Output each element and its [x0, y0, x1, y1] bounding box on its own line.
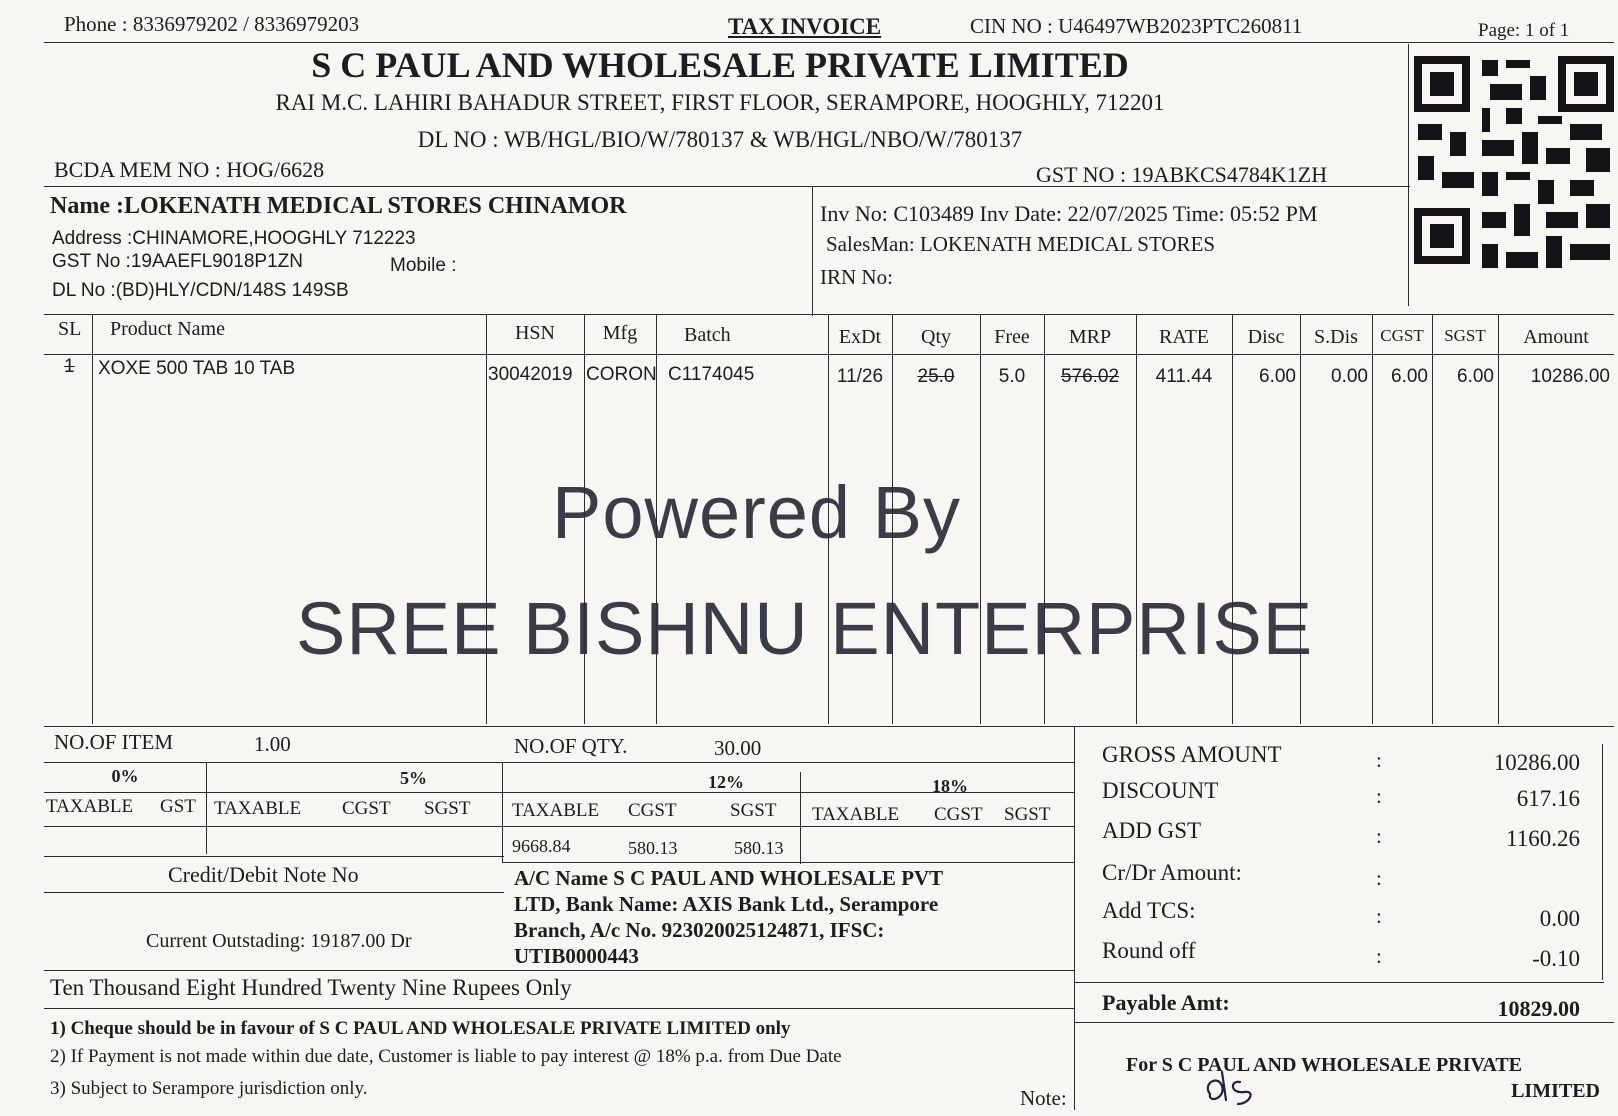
total-label: GROSS AMOUNT — [1102, 742, 1282, 767]
col-header-mrp: MRP — [1068, 326, 1112, 348]
irn-number: IRN No: — [820, 265, 893, 289]
total-value: 617.16 — [1516, 786, 1580, 811]
page-number: Page: 1 of 1 — [1478, 20, 1570, 41]
handwritten-signature — [1200, 1064, 1270, 1108]
cell-sgst: 6.00 — [1457, 366, 1494, 387]
slab-12-sgst: SGST — [730, 800, 777, 821]
slab-18-taxable: TAXABLE — [812, 804, 900, 825]
customer-dl: DL No :(BD)HLY/CDN/148S 149SB — [52, 280, 349, 301]
col-header-cgst: CGST — [1380, 326, 1424, 345]
bcda-number: BCDA MEM NO : HOG/6628 — [54, 157, 325, 182]
slab-12-taxable-value: 9668.84 — [512, 836, 571, 856]
col-header-sl: SL — [58, 318, 82, 340]
term-2: 2) If Payment is not made within due date, Customer is liable to pay interest @ 18% p.a. from Due Date — [50, 1046, 842, 1067]
customer-mobile: Mobile : — [390, 255, 457, 276]
col-header-product: Product Name — [110, 318, 225, 340]
col-header-batch: Batch — [684, 324, 731, 346]
cell-disc: 6.00 — [1259, 366, 1296, 387]
credit-debit-label: Credit/Debit Note No — [168, 862, 359, 887]
company-gst: GST NO : 19ABKCS4784K1ZH — [1036, 162, 1328, 187]
total-value: 0.00 — [1539, 906, 1580, 931]
slab-18-sgst: SGST — [1004, 804, 1051, 825]
company-address: RAI M.C. LAHIRI BAHADUR STREET, FIRST FLOOR, SERAMPORE, HOOGHLY, 712201 — [275, 90, 1165, 115]
slab-0-taxable: TAXABLE — [46, 796, 134, 817]
signature-for-line-1: For S C PAUL AND WHOLESALE PRIVATE — [1126, 1054, 1523, 1076]
bank-line-4: UTIB0000443 — [514, 944, 639, 968]
bank-line-3: Branch, A/c No. 923020025124871, IFSC: — [514, 918, 885, 942]
total-label: Cr/Dr Amount: — [1102, 860, 1242, 885]
total-colon: : — [1376, 748, 1382, 772]
col-header-rate: RATE — [1159, 326, 1209, 348]
customer-gst: GST No :19AAEFL9018P1ZN — [52, 251, 303, 272]
cell-exdt: 11/26 — [836, 366, 884, 387]
slab-12-title: 12% — [708, 772, 744, 792]
bank-line-2: LTD, Bank Name: AXIS Bank Ltd., Serampore — [514, 892, 939, 916]
total-colon: : — [1376, 944, 1382, 968]
cell-rate: 411.44 — [1155, 366, 1213, 387]
slab-5-title: 5% — [400, 768, 427, 788]
cell-batch: C1174045 — [668, 364, 755, 385]
cell-free: 5.0 — [998, 366, 1026, 387]
slab-18-title: 18% — [932, 776, 968, 796]
cell-amount: 10286.00 — [1530, 366, 1610, 387]
total-label: Round off — [1102, 938, 1196, 963]
cell-sdis: 0.00 — [1331, 366, 1368, 387]
total-colon: : — [1376, 824, 1382, 848]
total-label: ADD GST — [1102, 818, 1202, 843]
total-colon: : — [1376, 904, 1382, 928]
cell-qty: 25.0 — [917, 366, 955, 387]
amount-in-words: Ten Thousand Eight Hundred Twenty Nine Rupees Only — [50, 975, 572, 1000]
bank-line-1: A/C Name S C PAUL AND WHOLESALE PVT — [514, 866, 944, 890]
slab-5-taxable: TAXABLE — [214, 798, 302, 819]
customer-name: Name :LOKENATH MEDICAL STORES CHINAMOR — [50, 193, 627, 219]
current-outstanding: Current Outstading: 19187.00 Dr — [146, 930, 412, 952]
cell-mfg: CORON — [586, 364, 657, 385]
salesman: SalesMan: LOKENATH MEDICAL STORES — [826, 232, 1216, 256]
col-header-amount: Amount — [1523, 326, 1589, 348]
customer-address: Address :CHINAMORE,HOOGHLY 712223 — [52, 228, 416, 249]
payable-value: 10829.00 — [1497, 996, 1580, 1021]
col-header-sdis: S.Dis — [1314, 326, 1358, 348]
signature-for-line-2: LIMITED — [1511, 1080, 1600, 1102]
col-header-sgst: SGST — [1444, 326, 1486, 345]
company-dl: DL NO : WB/HGL/BIO/W/780137 & WB/HGL/NBO/W/780137 — [417, 127, 1023, 152]
term-1: 1) Cheque should be in favour of S C PAUL AND WHOLESALE PRIVATE LIMITED only — [50, 1018, 791, 1039]
no-of-qty-label: NO.OF QTY. — [514, 734, 628, 758]
col-header-free: Free — [994, 326, 1030, 348]
slab-12-taxable: TAXABLE — [512, 800, 600, 821]
phone-numbers: Phone : 8336979202 / 8336979203 — [64, 12, 360, 36]
cell-hsn: 30042019 — [488, 364, 573, 385]
col-header-disc: Disc — [1247, 326, 1285, 348]
total-label: DISCOUNT — [1102, 778, 1219, 803]
slab-12-cgst: CGST — [628, 800, 677, 821]
watermark-powered-by: Powered By — [552, 471, 961, 554]
total-label: Add TCS: — [1102, 898, 1196, 923]
col-header-exdt: ExDt — [838, 326, 882, 348]
watermark-enterprise: SREE BISHNU ENTERPRISE — [296, 587, 1314, 670]
cin-number: CIN NO : U46497WB2023PTC260811 — [970, 14, 1303, 38]
slab-5-sgst: SGST — [424, 798, 471, 819]
cell-product: XOXE 500 TAB 10 TAB — [98, 358, 296, 379]
term-3: 3) Subject to Serampore jurisdiction only. — [50, 1078, 368, 1099]
slab-18-cgst: CGST — [934, 804, 983, 825]
col-header-hsn: HSN — [514, 322, 555, 344]
col-header-mfg: Mfg — [602, 322, 638, 344]
doc-title: TAX INVOICE — [728, 14, 882, 39]
qr-code — [1410, 52, 1618, 284]
payable-label: Payable Amt: — [1102, 990, 1230, 1015]
cell-sl: 1 — [64, 356, 75, 377]
total-colon: : — [1376, 784, 1382, 808]
cell-mrp: 576.02 — [1060, 366, 1120, 387]
total-value: 1160.26 — [1506, 826, 1580, 851]
slab-0-gst: GST — [160, 796, 196, 817]
note-label: Note: — [1020, 1086, 1067, 1110]
col-header-qty: Qty — [921, 326, 951, 348]
total-value: -0.10 — [1532, 946, 1580, 971]
no-of-item-value: 1.00 — [254, 732, 291, 756]
no-of-item-label: NO.OF ITEM — [54, 730, 173, 754]
slab-12-cgst-value: 580.13 — [628, 838, 678, 858]
company-name: S C PAUL AND WHOLESALE PRIVATE LIMITED — [311, 45, 1129, 85]
no-of-qty-value: 30.00 — [714, 736, 762, 760]
total-value: 10286.00 — [1493, 750, 1580, 775]
invoice-number-date: Inv No: C103489 Inv Date: 22/07/2025 Time: 05:52 PM — [820, 201, 1318, 226]
slab-5-cgst: CGST — [342, 798, 391, 819]
cell-cgst: 6.00 — [1391, 366, 1428, 387]
slab-0-title: 0% — [111, 766, 139, 786]
total-colon: : — [1376, 866, 1382, 890]
slab-12-sgst-value: 580.13 — [734, 838, 784, 858]
